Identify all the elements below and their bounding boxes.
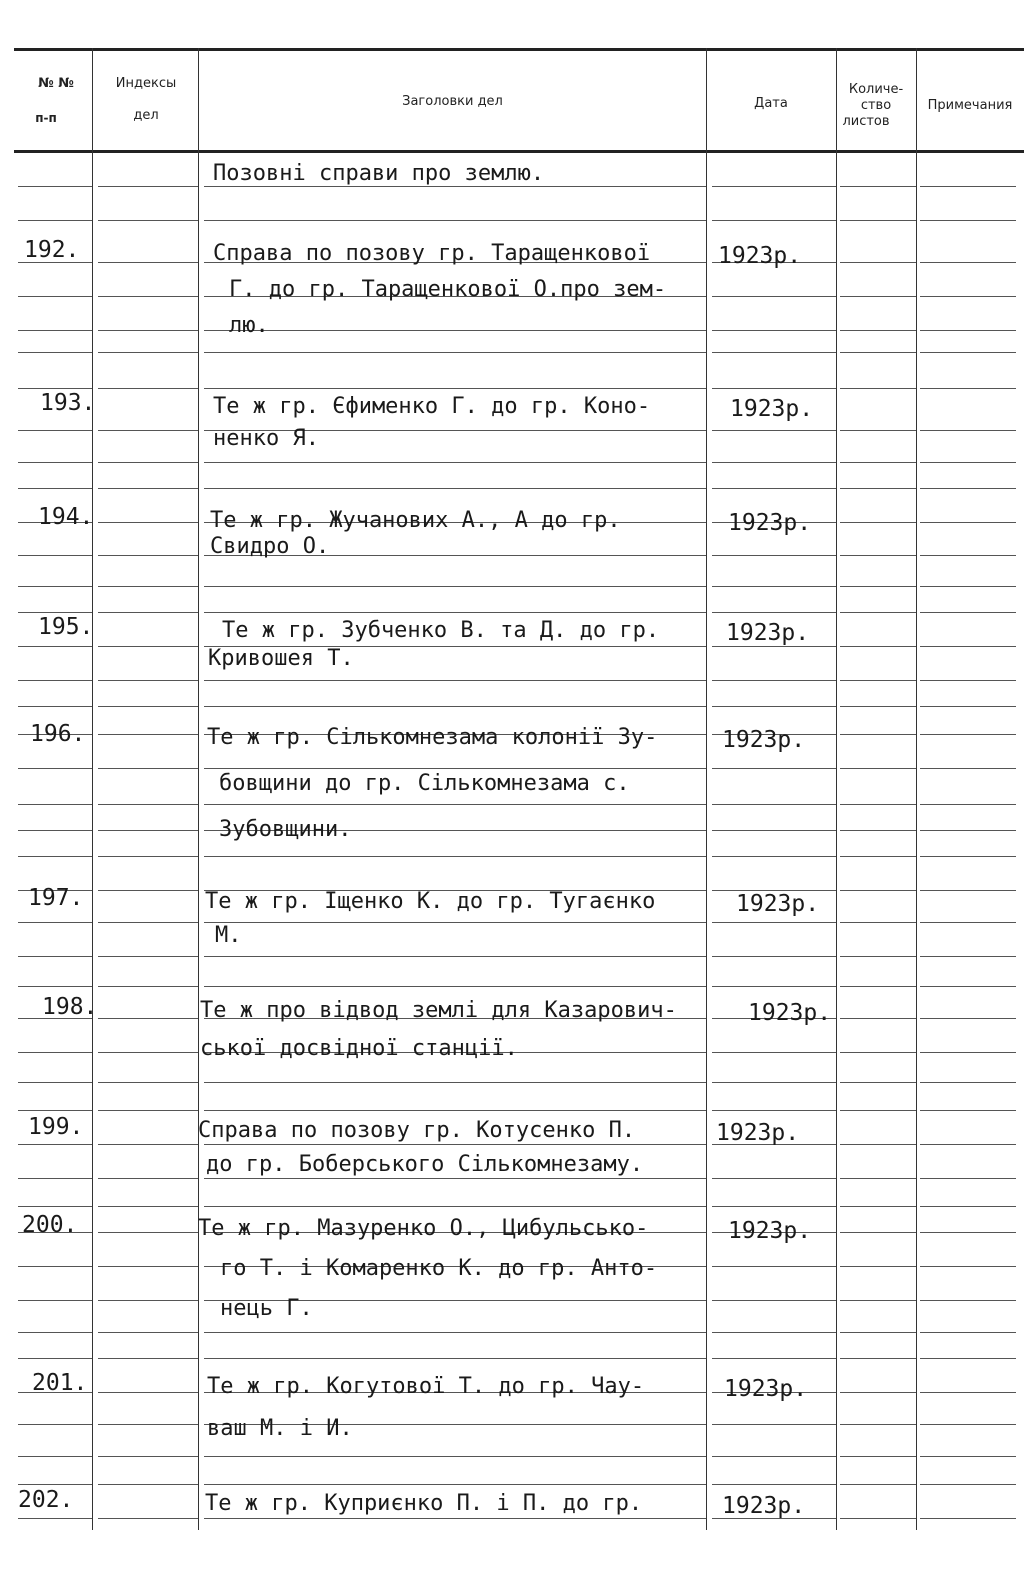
row-rule xyxy=(920,586,1016,587)
entry-date: 1923р. xyxy=(730,396,814,422)
row-rule xyxy=(712,330,836,331)
row-rule xyxy=(840,262,916,263)
row-rule xyxy=(840,1456,916,1457)
row-rule xyxy=(98,1518,198,1519)
row-rule xyxy=(18,1206,92,1207)
row-rule xyxy=(840,768,916,769)
row-rule xyxy=(712,1266,836,1267)
row-rule xyxy=(840,1232,916,1233)
row-rule xyxy=(920,804,1016,805)
row-rule xyxy=(712,922,836,923)
entry-number: 192. xyxy=(24,237,80,263)
row-rule xyxy=(98,488,198,489)
row-rule xyxy=(204,1082,706,1083)
row-rule xyxy=(204,220,706,221)
row-rule xyxy=(204,680,706,681)
row-rule xyxy=(712,488,836,489)
row-rule xyxy=(840,220,916,221)
row-rule xyxy=(712,388,836,389)
entry-number: 201. xyxy=(32,1370,88,1396)
entry-title-line: Те ж про відвод землі для Казарович- xyxy=(200,998,677,1023)
entry-number: 199. xyxy=(28,1114,84,1140)
header-titles: Заголовки дел xyxy=(402,94,503,109)
row-rule xyxy=(712,352,836,353)
row-rule xyxy=(840,1392,916,1393)
entry-title-line: до гр. Боберського Сількомнезаму. xyxy=(206,1152,644,1177)
row-rule xyxy=(18,1144,92,1145)
row-rule xyxy=(98,1110,198,1111)
row-rule xyxy=(18,555,92,556)
row-rule xyxy=(98,612,198,613)
row-rule xyxy=(920,1484,1016,1485)
row-rule xyxy=(98,220,198,221)
row-rule xyxy=(920,646,1016,647)
entry-number: 193. xyxy=(40,390,96,416)
entry-title-line: Кривошея Т. xyxy=(208,646,354,671)
row-rule xyxy=(98,646,198,647)
row-rule xyxy=(840,330,916,331)
row-rule xyxy=(98,1052,198,1053)
row-rule xyxy=(18,1052,92,1053)
row-rule xyxy=(920,488,1016,489)
entry-date: 1923р. xyxy=(736,891,820,917)
entry-title-line: Справа по позову гр. Таращенкової xyxy=(213,241,651,266)
row-rule xyxy=(98,1266,198,1267)
header-num-line1: № № xyxy=(38,76,74,91)
row-rule xyxy=(204,956,706,957)
entry-date: 1923р. xyxy=(748,1000,832,1026)
row-rule xyxy=(18,296,92,297)
row-rule xyxy=(18,430,92,431)
row-rule xyxy=(712,1456,836,1457)
row-rule xyxy=(204,612,706,613)
entry-title-line: ваш М. і И. xyxy=(207,1416,353,1441)
row-rule xyxy=(920,1266,1016,1267)
row-rule xyxy=(712,956,836,957)
row-rule xyxy=(840,186,916,187)
row-rule xyxy=(840,1082,916,1083)
row-rule xyxy=(98,1018,198,1019)
row-rule xyxy=(14,150,1024,153)
row-rule xyxy=(920,734,1016,735)
entry-number: 197. xyxy=(28,885,84,911)
row-rule xyxy=(18,220,92,221)
row-rule xyxy=(840,1018,916,1019)
row-rule xyxy=(840,1178,916,1179)
row-rule xyxy=(98,430,198,431)
row-rule xyxy=(18,1484,92,1485)
row-rule xyxy=(98,856,198,857)
header-num-line2: п-п xyxy=(35,111,57,125)
row-rule xyxy=(712,856,836,857)
row-rule xyxy=(98,830,198,831)
row-rule xyxy=(840,1484,916,1485)
row-rule xyxy=(920,956,1016,957)
row-rule xyxy=(840,388,916,389)
row-rule xyxy=(920,262,1016,263)
header-index-line1: Индексы xyxy=(115,76,177,91)
row-rule xyxy=(98,1206,198,1207)
row-rule xyxy=(18,1456,92,1457)
header-notes: Примечания xyxy=(927,98,1013,113)
row-rule xyxy=(14,48,1024,51)
row-rule xyxy=(920,1424,1016,1425)
row-rule xyxy=(712,186,836,187)
row-rule xyxy=(840,956,916,957)
entry-title-line: М. xyxy=(215,923,242,948)
row-rule xyxy=(98,1358,198,1359)
row-rule xyxy=(98,186,198,187)
row-rule xyxy=(840,1144,916,1145)
row-rule xyxy=(840,586,916,587)
row-rule xyxy=(18,1266,92,1267)
row-rule xyxy=(18,586,92,587)
entry-title-line: Те ж гр. Зубченко В. та Д. до гр. xyxy=(222,618,660,643)
row-rule xyxy=(204,586,706,587)
row-rule xyxy=(840,922,916,923)
row-rule xyxy=(840,1266,916,1267)
row-rule xyxy=(204,768,706,769)
entry-date: 1923р. xyxy=(726,620,810,646)
row-rule xyxy=(920,1392,1016,1393)
row-rule xyxy=(98,462,198,463)
row-rule xyxy=(18,768,92,769)
column-rule xyxy=(706,48,707,1530)
entry-title-line: Те ж гр. Єфименко Г. до гр. Коно- xyxy=(213,394,651,419)
row-rule xyxy=(920,612,1016,613)
row-rule xyxy=(204,352,706,353)
section-title: Позовні справи про землю. xyxy=(213,161,545,186)
row-rule xyxy=(920,1178,1016,1179)
row-rule xyxy=(712,768,836,769)
row-rule xyxy=(920,555,1016,556)
row-rule xyxy=(204,804,706,805)
row-rule xyxy=(840,1424,916,1425)
row-rule xyxy=(840,522,916,523)
row-rule xyxy=(840,734,916,735)
row-rule xyxy=(840,646,916,647)
row-rule xyxy=(920,1456,1016,1457)
row-rule xyxy=(98,1456,198,1457)
row-rule xyxy=(920,986,1016,987)
row-rule xyxy=(920,522,1016,523)
entry-title-line: ської досвідної станції. xyxy=(200,1036,518,1061)
row-rule xyxy=(204,1456,706,1457)
row-rule xyxy=(920,922,1016,923)
row-rule xyxy=(712,1300,836,1301)
row-rule xyxy=(204,388,706,389)
row-rule xyxy=(840,804,916,805)
row-rule xyxy=(98,1332,198,1333)
row-rule xyxy=(920,890,1016,891)
row-rule xyxy=(840,462,916,463)
row-rule xyxy=(920,1358,1016,1359)
row-rule xyxy=(920,1052,1016,1053)
row-rule xyxy=(920,1518,1016,1519)
entry-date: 1923р. xyxy=(724,1376,808,1402)
row-rule xyxy=(840,1110,916,1111)
row-rule xyxy=(18,352,92,353)
row-rule xyxy=(98,330,198,331)
entry-date: 1923р. xyxy=(716,1120,800,1146)
row-rule xyxy=(18,1082,92,1083)
row-rule xyxy=(920,1018,1016,1019)
row-rule xyxy=(840,555,916,556)
row-rule xyxy=(840,612,916,613)
row-rule xyxy=(98,1392,198,1393)
header-index-line2: дел xyxy=(133,108,159,123)
entry-title-line: го Т. і Комаренко К. до гр. Анто- xyxy=(220,1256,658,1281)
row-rule xyxy=(840,986,916,987)
row-rule xyxy=(712,462,836,463)
row-rule xyxy=(98,986,198,987)
header-count-line1: Количе- xyxy=(848,82,904,97)
row-rule xyxy=(98,922,198,923)
row-rule xyxy=(98,555,198,556)
row-rule xyxy=(98,1082,198,1083)
row-rule xyxy=(840,1052,916,1053)
row-rule xyxy=(204,706,706,707)
entry-title-line: Те ж гр. Іщенко К. до гр. Тугаєнко xyxy=(205,889,656,914)
row-rule xyxy=(712,706,836,707)
entry-number: 196. xyxy=(30,721,86,747)
entry-title-line: Те ж гр. Куприєнко П. і П. до гр. xyxy=(205,1491,643,1516)
entry-title-line: нець Г. xyxy=(220,1296,313,1321)
row-rule xyxy=(18,1110,92,1111)
row-rule xyxy=(98,1178,198,1179)
row-rule xyxy=(840,706,916,707)
row-rule xyxy=(712,804,836,805)
row-rule xyxy=(98,1232,198,1233)
entry-title-line: Те ж гр. Сількомнезама колонії Зу- xyxy=(207,725,658,750)
entry-title-line: Те ж гр. Мазуренко О., Цибульсько- xyxy=(198,1216,649,1241)
entry-title-line: ненко Я. xyxy=(213,426,319,451)
entry-date: 1923р. xyxy=(718,243,802,269)
row-rule xyxy=(920,1332,1016,1333)
row-rule xyxy=(712,680,836,681)
row-rule xyxy=(204,1484,706,1485)
row-rule xyxy=(98,1424,198,1425)
entry-title-line: Те ж гр. Жучанових А., А до гр. xyxy=(210,508,621,533)
row-rule xyxy=(840,352,916,353)
row-rule xyxy=(920,1300,1016,1301)
row-rule xyxy=(712,1332,836,1333)
column-rule xyxy=(836,48,837,1530)
row-rule xyxy=(840,488,916,489)
row-rule xyxy=(98,956,198,957)
row-rule xyxy=(98,1484,198,1485)
row-rule xyxy=(98,734,198,735)
entry-date: 1923р. xyxy=(728,510,812,536)
entry-number: 194. xyxy=(38,504,94,530)
row-rule xyxy=(98,706,198,707)
row-rule xyxy=(98,586,198,587)
entry-title-line: Справа по позову гр. Котусенко П. xyxy=(198,1118,636,1143)
row-rule xyxy=(98,804,198,805)
row-rule xyxy=(98,890,198,891)
column-rule xyxy=(92,48,93,1530)
row-rule xyxy=(204,922,706,923)
row-rule xyxy=(18,706,92,707)
row-rule xyxy=(920,1144,1016,1145)
row-rule xyxy=(712,555,836,556)
row-rule xyxy=(712,1082,836,1083)
row-rule xyxy=(18,1178,92,1179)
row-rule xyxy=(98,388,198,389)
row-rule xyxy=(840,1206,916,1207)
row-rule xyxy=(920,768,1016,769)
row-rule xyxy=(840,856,916,857)
row-rule xyxy=(98,768,198,769)
entry-number: 202. xyxy=(18,1487,74,1513)
entry-title-line: бовщини до гр. Сількомнезама с. xyxy=(219,771,630,796)
row-rule xyxy=(204,1110,706,1111)
row-rule xyxy=(920,220,1016,221)
row-rule xyxy=(18,330,92,331)
entry-number: 198. xyxy=(42,994,98,1020)
row-rule xyxy=(712,586,836,587)
row-rule xyxy=(18,680,92,681)
row-rule xyxy=(204,1358,706,1359)
row-rule xyxy=(204,488,706,489)
row-rule xyxy=(840,1518,916,1519)
entry-date: 1923р. xyxy=(722,1493,806,1519)
row-rule xyxy=(920,462,1016,463)
row-rule xyxy=(204,462,706,463)
row-rule xyxy=(712,612,836,613)
row-rule xyxy=(920,430,1016,431)
row-rule xyxy=(712,1052,836,1053)
row-rule xyxy=(18,804,92,805)
row-rule xyxy=(840,1358,916,1359)
row-rule xyxy=(920,1082,1016,1083)
row-rule xyxy=(712,830,836,831)
header-count-line3: листов xyxy=(842,114,890,129)
row-rule xyxy=(98,296,198,297)
row-rule xyxy=(204,330,706,331)
row-rule xyxy=(204,1518,706,1519)
entry-date: 1923р. xyxy=(728,1218,812,1244)
entry-number: 195. xyxy=(38,614,94,640)
row-rule xyxy=(18,646,92,647)
entry-title-line: Г. до гр. Таращенкової О.про зем- xyxy=(229,277,667,302)
row-rule xyxy=(18,922,92,923)
row-rule xyxy=(712,430,836,431)
row-rule xyxy=(920,1110,1016,1111)
row-rule xyxy=(712,296,836,297)
row-rule xyxy=(840,890,916,891)
row-rule xyxy=(98,262,198,263)
row-rule xyxy=(712,1484,836,1485)
row-rule xyxy=(920,706,1016,707)
row-rule xyxy=(840,680,916,681)
row-rule xyxy=(98,680,198,681)
row-rule xyxy=(18,186,92,187)
row-rule xyxy=(712,1424,836,1425)
row-rule xyxy=(18,1300,92,1301)
row-rule xyxy=(98,1144,198,1145)
row-rule xyxy=(18,1424,92,1425)
row-rule xyxy=(204,1206,706,1207)
row-rule xyxy=(840,430,916,431)
entry-date: 1923р. xyxy=(722,727,806,753)
row-rule xyxy=(712,1358,836,1359)
row-rule xyxy=(18,956,92,957)
row-rule xyxy=(712,220,836,221)
row-rule xyxy=(840,1300,916,1301)
row-rule xyxy=(920,680,1016,681)
row-rule xyxy=(920,1232,1016,1233)
row-rule xyxy=(920,388,1016,389)
row-rule xyxy=(18,986,92,987)
row-rule xyxy=(712,1110,836,1111)
row-rule xyxy=(920,330,1016,331)
entry-title-line: Свидро О. xyxy=(210,534,330,559)
row-rule xyxy=(712,1206,836,1207)
row-rule xyxy=(712,986,836,987)
column-rule xyxy=(198,48,199,1530)
header-count-line2: ство xyxy=(860,98,892,113)
entry-title-line: Зубовщини. xyxy=(219,817,352,842)
entry-title-line: лю. xyxy=(229,313,269,338)
header-date: Дата xyxy=(754,96,788,111)
row-rule xyxy=(204,856,706,857)
row-rule xyxy=(920,830,1016,831)
row-rule xyxy=(840,830,916,831)
row-rule xyxy=(18,462,92,463)
entry-number: 200. xyxy=(22,1212,78,1238)
row-rule xyxy=(18,856,92,857)
row-rule xyxy=(18,488,92,489)
row-rule xyxy=(920,1206,1016,1207)
row-rule xyxy=(18,1518,92,1519)
row-rule xyxy=(920,186,1016,187)
row-rule xyxy=(920,856,1016,857)
row-rule xyxy=(98,1300,198,1301)
row-rule xyxy=(18,1332,92,1333)
entry-title-line: Те ж гр. Когутової Т. до гр. Чау- xyxy=(207,1374,645,1399)
row-rule xyxy=(18,1358,92,1359)
row-rule xyxy=(18,830,92,831)
row-rule xyxy=(204,1332,706,1333)
row-rule xyxy=(712,1178,836,1179)
column-rule xyxy=(916,48,917,1530)
row-rule xyxy=(98,522,198,523)
row-rule xyxy=(98,352,198,353)
row-rule xyxy=(840,296,916,297)
row-rule xyxy=(204,986,706,987)
row-rule xyxy=(920,296,1016,297)
row-rule xyxy=(920,352,1016,353)
row-rule xyxy=(840,1332,916,1333)
